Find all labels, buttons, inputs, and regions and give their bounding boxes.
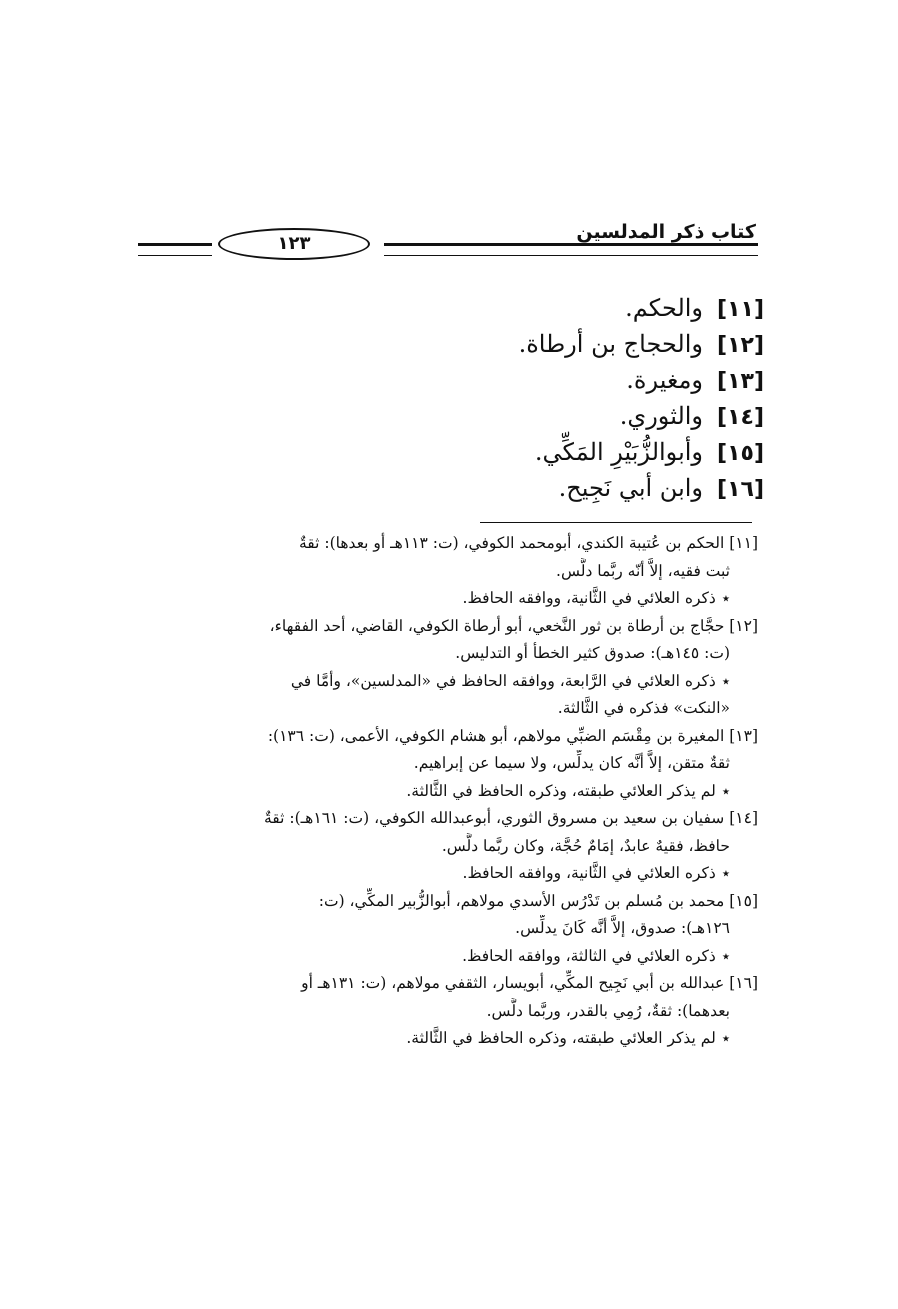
list-item (284, 362, 764, 398)
asterisk-icon: ٭ (721, 864, 730, 882)
footnote-text: لم يذكر العلائي طبقته، وذكره الحافظ في الثَّالثة. (406, 781, 716, 800)
footnote-text: [١٦] عبدالله بن أبي نَجِيح المكِّي، أبويسار، الثقفي مولاهم، (ت: ١٣١هـ أو (301, 974, 758, 992)
footnote-line (168, 558, 758, 586)
header-rule (384, 243, 758, 256)
footnote-line (168, 668, 758, 696)
footnote-text: [١٣] المغيرة بن مِقْسَم الضبِّي مولاهم، أبو هشام الكوفي، الأعمى، (ت: ١٣٦): (267, 726, 758, 745)
footnote-line (168, 970, 758, 998)
footnote-line (168, 530, 758, 558)
running-header (138, 219, 758, 267)
footnote-text: «النكت» فذكره في الثَّالثة. (557, 699, 730, 717)
footnote-line (168, 613, 758, 641)
footnote-line (168, 998, 758, 1026)
footnotes (168, 530, 758, 1053)
footnote-line (168, 860, 758, 888)
book-title: كتاب ذكر المدلسين (576, 221, 756, 243)
entry-number: [١٥] (717, 441, 764, 466)
list-item (284, 290, 764, 326)
asterisk-icon: ٭ (721, 671, 730, 690)
footnote-line (168, 943, 758, 971)
footnote-line (168, 695, 758, 723)
footnote-text: ذكره العلائي في الثَّانية، ووافقه الحافظ. (462, 589, 716, 607)
entry-text: والحكم. (625, 294, 704, 322)
footnote-line (168, 1025, 758, 1053)
asterisk-icon: ٭ (721, 946, 730, 965)
list-item (284, 326, 764, 362)
footnote-text: (ت: ١٤٥هـ): صدوق كثير الخطأ أو التدليس. (455, 644, 730, 662)
list-item (284, 470, 764, 506)
footnote-text: بعدهما): ثقةٌ، رُمِي بالقدر، وربَّما دلَّس. (486, 1001, 730, 1020)
asterisk-icon: ٭ (721, 589, 730, 607)
footnote-text: [١٤] سفيان بن سعيد بن مسروق الثوري، أبوعبدالله الكوفي، (ت: ١٦١هـ): ثقةٌ (263, 809, 758, 827)
footnote-line (168, 888, 758, 916)
entry-number: [١٤] (717, 405, 764, 430)
page-number: ١٢٣ (218, 228, 370, 260)
asterisk-icon: ٭ (721, 1029, 730, 1047)
entry-text: والحجاج بن أرطاة. (518, 330, 704, 358)
footnote-line (168, 833, 758, 861)
footnote-text: ١٢٦هـ): صدوق، إلاَّ أنَّه كَانَ يدلِّس. (515, 919, 730, 937)
entry-number: [١٣] (717, 369, 764, 394)
footnote-text: ثبت فقيه، إلاَّ أنّه ربَّما دلَّس. (556, 561, 730, 580)
footnote-line (168, 723, 758, 751)
entry-text: وأبوالزُّبَيْرِ المَكِّي. (534, 438, 704, 466)
entry-text: والثوري. (619, 402, 704, 430)
list-item (284, 398, 764, 434)
entry-text: وابن أبي نَجِيح. (558, 474, 704, 502)
footnote-text: حافظ، فقيهٌ عابدٌ، إمَامٌ حُجَّة، وكان ربَّما دلَّس. (441, 836, 730, 855)
entry-number: [١١] (717, 297, 764, 322)
footnote-line (168, 805, 758, 833)
footnote-separator (480, 522, 752, 523)
footnote-text: ذكره العلائي في الثَّانية، ووافقه الحافظ. (462, 864, 716, 882)
entry-text: ومغيرة. (626, 366, 704, 394)
footnote-text: ثقةٌ متقن، إلاَّ أنَّه كان يدلِّس، ولا سيما عن إبراهيم. (413, 754, 730, 772)
list-item (284, 434, 764, 470)
footnote-text: ذكره العلائي في الثالثة، ووافقه الحافظ. (462, 946, 716, 965)
footnote-text: لم يذكر العلائي طبقته، وذكره الحافظ في الثَّالثة. (406, 1029, 716, 1047)
entry-number: [١٢] (717, 333, 764, 358)
footnote-line (168, 915, 758, 943)
footnote-line (168, 640, 758, 668)
entry-number: [١٦] (717, 477, 764, 502)
footnote-text: [١١] الحكم بن عُتيبة الكندي، أبومحمد الكوفي، (ت: ١١٣هـ أو بعدها): ثقةٌ (299, 534, 758, 552)
header-rule-short (138, 243, 212, 256)
asterisk-icon: ٭ (721, 781, 730, 800)
footnote-text: ذكره العلائي في الرَّابعة، ووافقه الحافظ في «المدلسين»، وأمَّا في (290, 671, 716, 690)
footnote-line (168, 750, 758, 778)
footnote-text: [١٥] محمد بن مُسلم بن تَدْرُس الأسدي مولاهم، أبوالزُّبير المكِّي، (ت: (318, 891, 758, 910)
footnote-text: [١٢] حجَّاج بن أرطاة بن ثور النَّخعي، أبو أرطاة الكوفي، القاضي، أحد الفقهاء، (269, 616, 758, 635)
footnote-line (168, 778, 758, 806)
footnote-line (168, 585, 758, 613)
narrator-list (284, 290, 764, 506)
